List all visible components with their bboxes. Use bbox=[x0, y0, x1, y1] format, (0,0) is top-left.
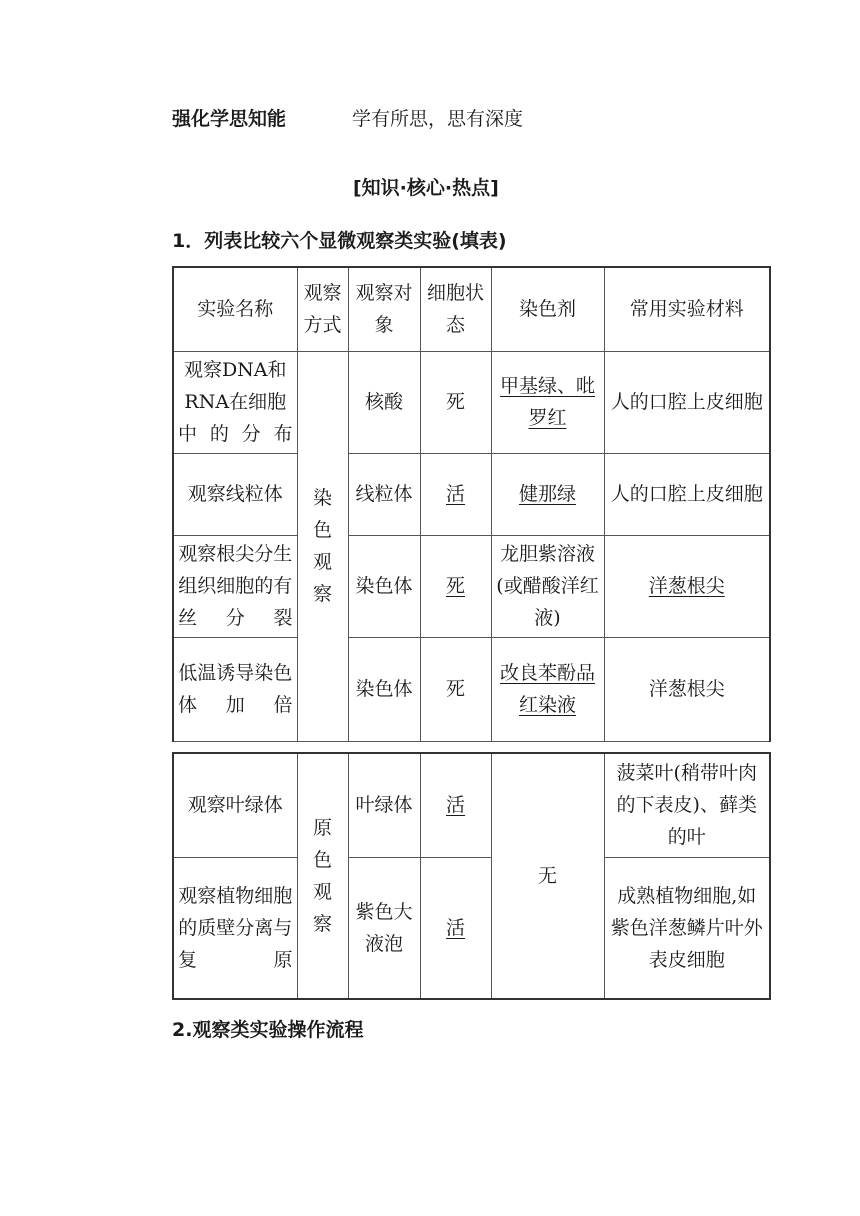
material: 菠菜叶(稍带叶肉的下表皮)、藓类的叶 bbox=[604, 753, 770, 857]
table-row bbox=[173, 351, 770, 453]
stain: 龙胆紫溶液(或醋酸洋红液) bbox=[491, 535, 604, 637]
header-cell: 常用实验材料 bbox=[604, 267, 770, 351]
table-header-row bbox=[173, 267, 770, 351]
experiment-table-part-2 bbox=[172, 752, 771, 1000]
stain: 健那绿 bbox=[491, 453, 604, 535]
header-cell: 观察对象 bbox=[348, 267, 420, 351]
observation-method-label: 原色观察 bbox=[312, 817, 332, 935]
stain: 无 bbox=[491, 753, 604, 999]
material: 洋葱根尖 bbox=[604, 535, 770, 637]
experiment-name: 低温诱导染色体加倍 bbox=[173, 637, 297, 741]
header-cell: 细胞状态 bbox=[420, 267, 491, 351]
header-cell: 观察方式 bbox=[297, 267, 348, 351]
header-right: 学有所思，思有深度 bbox=[352, 108, 524, 130]
observation-object: 紫色大液泡 bbox=[348, 857, 420, 999]
material: 洋葱根尖 bbox=[604, 637, 770, 741]
header-cell: 实验名称 bbox=[173, 267, 297, 351]
material: 人的口腔上皮细胞 bbox=[604, 351, 770, 453]
table-row bbox=[173, 637, 770, 741]
material: 人的口腔上皮细胞 bbox=[604, 453, 770, 535]
table-row bbox=[173, 453, 770, 535]
table-row bbox=[173, 753, 770, 857]
cell-state: 死 bbox=[420, 351, 491, 453]
observation-object: 核酸 bbox=[348, 351, 420, 453]
cell-state: 活 bbox=[420, 857, 491, 999]
table-row bbox=[173, 535, 770, 637]
cell-state: 活 bbox=[420, 453, 491, 535]
header-cell: 染色剂 bbox=[491, 267, 604, 351]
stain: 改良苯酚品红染液 bbox=[491, 637, 604, 741]
cell-state: 死 bbox=[420, 637, 491, 741]
observation-object: 染色体 bbox=[348, 637, 420, 741]
cell-state: 活 bbox=[420, 753, 491, 857]
header-left: 强化学思知能 bbox=[172, 108, 287, 130]
experiment-name: 观察叶绿体 bbox=[173, 753, 297, 857]
table-row bbox=[173, 857, 770, 999]
observation-object: 线粒体 bbox=[348, 453, 420, 535]
section-title: [知识·核心·热点] bbox=[353, 177, 499, 199]
experiment-name: 观察线粒体 bbox=[173, 453, 297, 535]
question-1-title: 1．列表比较六个显微观察类实验(填表) bbox=[172, 230, 507, 252]
question-2-title: 2.观察类实验操作流程 bbox=[172, 1019, 364, 1041]
observation-object: 叶绿体 bbox=[348, 753, 420, 857]
experiment-table-part-1 bbox=[172, 266, 771, 742]
observation-method bbox=[297, 753, 348, 999]
stain: 甲基绿、吡罗红 bbox=[491, 351, 604, 453]
material: 成熟植物细胞,如紫色洋葱鳞片叶外表皮细胞 bbox=[604, 857, 770, 999]
cell-state: 死 bbox=[420, 535, 491, 637]
observation-object: 染色体 bbox=[348, 535, 420, 637]
experiment-name: 观察植物细胞的质壁分离与复原 bbox=[173, 857, 297, 999]
observation-method bbox=[297, 351, 348, 741]
experiment-name: 观察DNA和RNA在细胞中的分布 bbox=[173, 351, 297, 453]
experiment-name: 观察根尖分生组织细胞的有丝分裂 bbox=[173, 535, 297, 637]
observation-method-label: 染色观察 bbox=[312, 487, 332, 605]
